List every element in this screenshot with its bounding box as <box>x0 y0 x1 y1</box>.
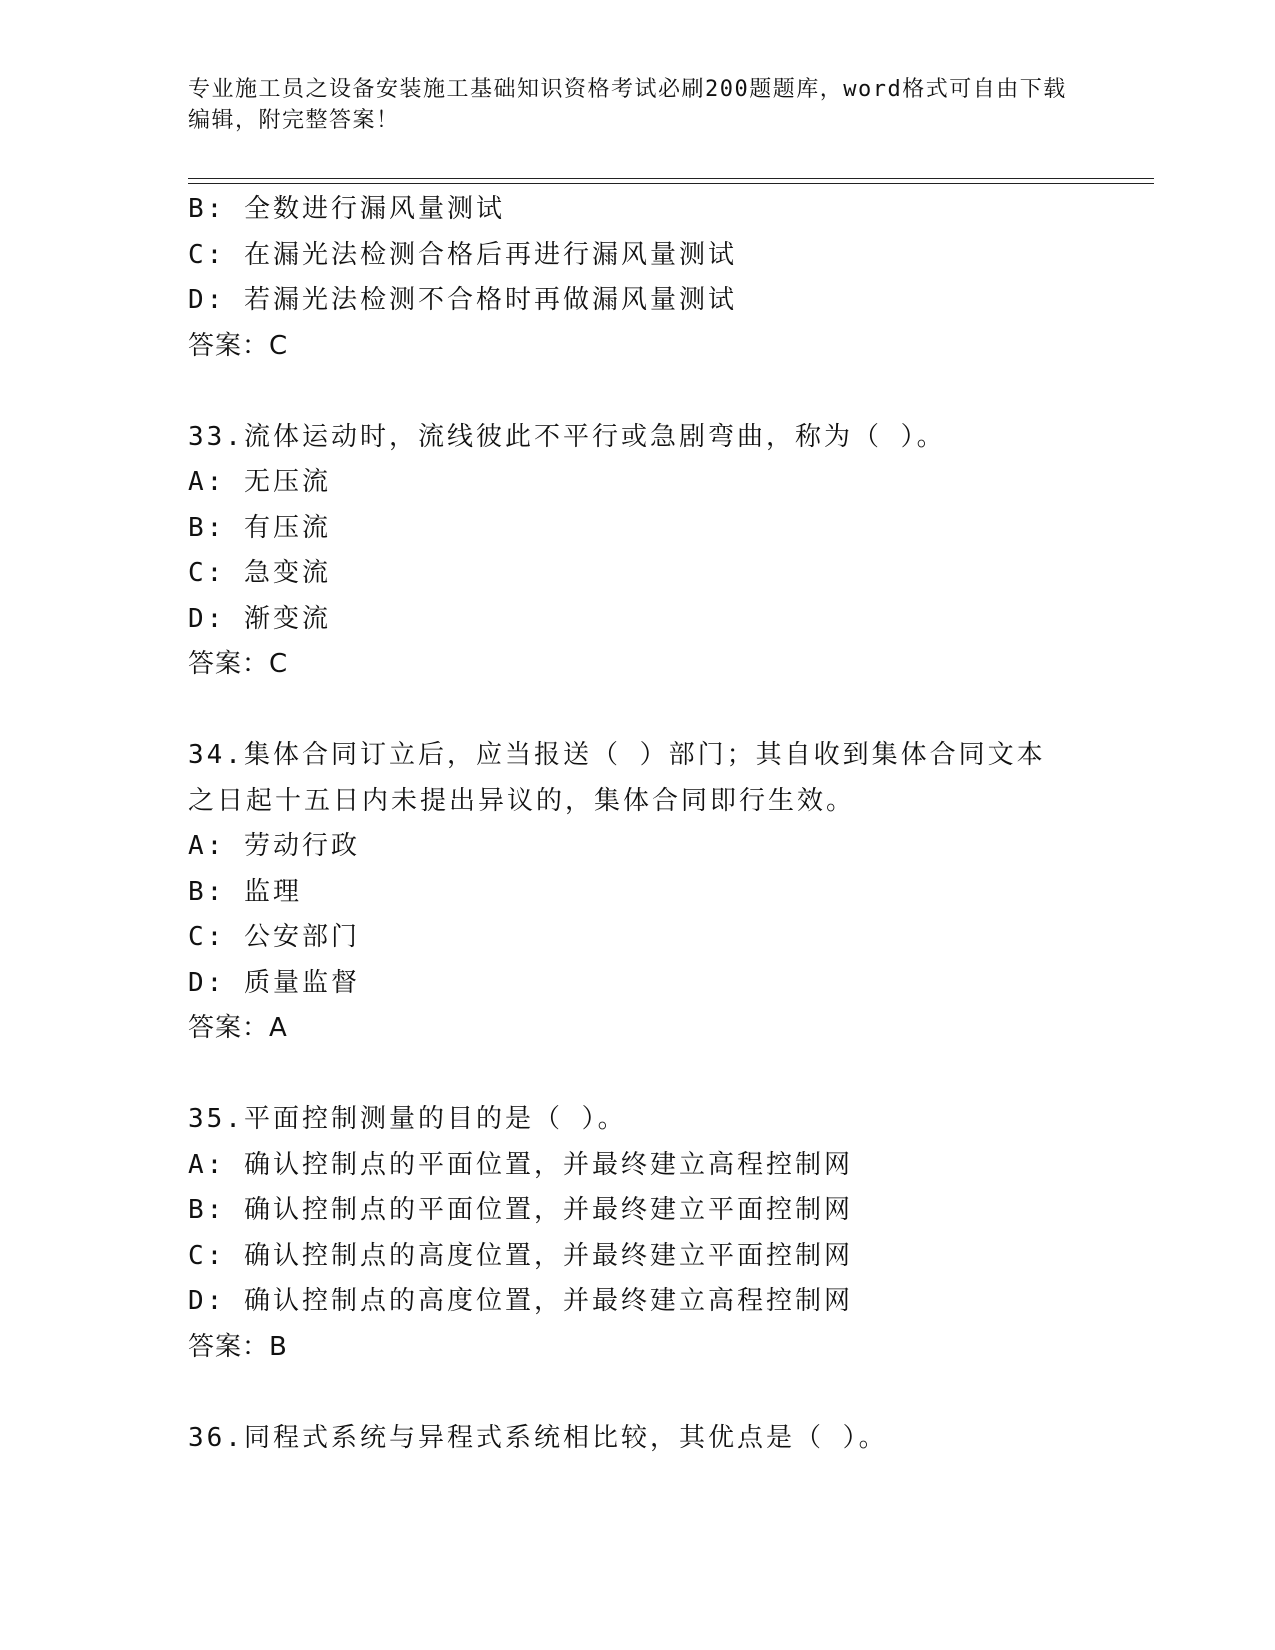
q34-option-d: D: 质量监督 <box>188 967 360 998</box>
header-rule-bottom <box>188 183 1154 184</box>
question-32-block <box>188 187 1088 369</box>
q33-answer: 答案：C <box>188 649 289 679</box>
spacer <box>188 1052 1088 1098</box>
q33-option-d: D: 渐变流 <box>188 603 331 634</box>
q32-option-b: B: 全数进行漏风量测试 <box>188 194 505 224</box>
question-34-block <box>188 733 1088 1052</box>
q35-option-c: C: 确认控制点的高度位置，并最终建立平面控制网 <box>188 1240 853 1271</box>
q34-question: 34.集体合同订立后，应当报送（ ）部门；其自收到集体合同文本之日起十五日内未提出异议的，集体合同即行生效。 <box>188 740 1046 816</box>
q33-option-c: C: 急变流 <box>188 558 331 588</box>
q35-answer: 答案：B <box>188 1331 288 1362</box>
q34-answer: 答案：A <box>188 1013 288 1043</box>
spacer <box>188 688 1088 734</box>
q32-answer: 答案：C <box>188 330 289 361</box>
spacer <box>188 1370 1088 1416</box>
q35-option-b: B: 确认控制点的平面位置，并最终建立平面控制网 <box>188 1195 853 1225</box>
q32-option-c: C: 在漏光法检测合格后再进行漏风量测试 <box>188 239 737 270</box>
header-rule-top <box>188 178 1154 179</box>
q32-option-d: D: 若漏光法检测不合格时再做漏风量测试 <box>188 285 737 315</box>
q36-question: 36.同程式系统与异程式系统相比较，其优点是（ ）。 <box>188 1422 888 1453</box>
q34-option-b: B: 监理 <box>188 876 302 907</box>
q34-option-a: A: 劳动行政 <box>188 831 360 861</box>
document-header: 专业施工员之设备安装施工基础知识资格考试必刷200题题库，word格式可自由下载编辑，附完整答案！ <box>188 77 1067 133</box>
q33-option-a: A: 无压流 <box>188 467 331 497</box>
q34-option-c: C: 公安部门 <box>188 922 360 952</box>
q35-question: 35.平面控制测量的目的是（ ）。 <box>188 1104 627 1134</box>
spacer <box>188 369 1088 415</box>
q33-option-b: B: 有压流 <box>188 512 331 543</box>
question-33-block <box>188 415 1088 688</box>
question-35-block <box>188 1097 1088 1370</box>
q35-option-d: D: 确认控制点的高度位置，并最终建立高程控制网 <box>188 1286 853 1316</box>
q33-question: 33.流体运动时，流线彼此不平行或急剧弯曲，称为（ ）。 <box>188 421 946 452</box>
question-content <box>188 187 1088 1461</box>
question-36-block <box>188 1416 1088 1462</box>
q35-option-a: A: 确认控制点的平面位置，并最终建立高程控制网 <box>188 1149 853 1180</box>
